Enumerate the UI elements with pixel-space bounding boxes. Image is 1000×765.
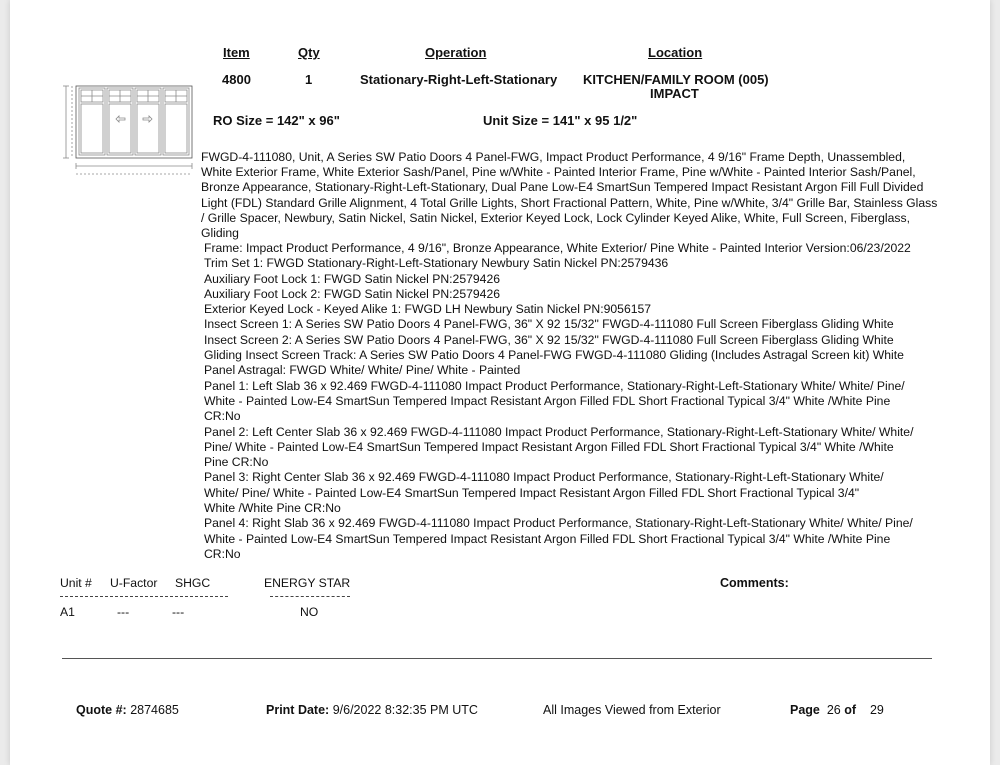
panel-line: Pine CR:No bbox=[204, 455, 269, 470]
quote-value: 2874685 bbox=[130, 703, 179, 717]
component-line: Panel Astragal: FWGD White/ White/ Pine/ White - Painted bbox=[204, 363, 521, 378]
component-line: Insect Screen 1: A Series SW Patio Doors 4 Panel-FWG, 36" X 92 15/32" FWGD-4-111080 Full Screen Fiberglass Gliding White bbox=[204, 317, 894, 332]
unit-size: Unit Size = 141" x 95 1/2" bbox=[483, 113, 638, 128]
print-date-value: 9/6/2022 8:32:35 PM UTC bbox=[332, 703, 478, 717]
qty-value: 1 bbox=[305, 72, 313, 87]
item-header: Item bbox=[223, 45, 250, 60]
panel-line: Panel 4: Right Slab 36 x 92.469 FWGD-4-111080 Impact Product Performance, Stationary-Right-Left-Stationary White/ White/ Pine/ bbox=[204, 516, 913, 531]
component-line: Auxiliary Foot Lock 2: FWGD Satin Nickel PN:2579426 bbox=[204, 286, 501, 301]
operation-value: Stationary-Right-Left-Stationary bbox=[360, 72, 558, 87]
energy-star-value: NO bbox=[300, 605, 319, 619]
component-line: Gliding Insect Screen Track: A Series SW Patio Doors 4 Panel-FWG FWGD-4-111080 Gliding (Includes Astragal Screen kit) White bbox=[204, 348, 904, 363]
comments-header: Comments: bbox=[720, 576, 789, 590]
panel-4-spec bbox=[204, 516, 942, 562]
item-value: 4800 bbox=[222, 72, 251, 87]
footer-divider bbox=[62, 658, 932, 659]
panel-line: CR:No bbox=[204, 409, 241, 424]
header-underline bbox=[270, 596, 350, 597]
component-line: Auxiliary Foot Lock 1: FWGD Satin Nickel PN:2579426 bbox=[204, 271, 501, 286]
page-total: 29 bbox=[869, 703, 884, 717]
panel-line: White /White Pine CR:No bbox=[204, 501, 341, 516]
panel-3-spec bbox=[204, 470, 942, 516]
header-underline bbox=[60, 596, 228, 597]
quote-number bbox=[76, 703, 179, 717]
panel-line: Pine/ White - Painted Low-E4 SmartSun Tempered Impact Resistant Argon Filled FDL Short Fractional Typical 3/4" White /White bbox=[204, 439, 894, 454]
component-list bbox=[204, 241, 942, 562]
ufactor-value: --- bbox=[117, 605, 130, 619]
location-header: Location bbox=[648, 45, 703, 60]
unit-description: FWGD-4-111080, Unit, A Series SW Patio Doors 4 Panel-FWG, Impact Product Performance, 4 9/16" Frame Depth, Unassembled, White Exterior Frame, White Exterior Sash/Panel, Pine w/White - Painted Interior Frame, Pine w/White - Painted Interior Sash/Panel, Bronze Appearance, Stationary-Right-Left-Stationary, Dual Pane Low-E4 SmartSun Tempered Impact Resistant Argon Fill Full Divided Light (FDL) Standard Grille Alignment, 4 Total Grille Lights, Short Fractional Pattern, White, Pine w/White, 3/4" Grille Bar, Stainless Glass / Grille Spacer, Newbury, Satin Nickel, Satin Nickel, Exterior Keyed Lock, Lock Cylinder Keyed Alike, White, Full Screen, Fiberglass, Gliding bbox=[201, 150, 938, 241]
quote-page bbox=[10, 0, 990, 765]
images-note: All Images Viewed from Exterior bbox=[543, 703, 721, 717]
quote-label: Quote #: bbox=[76, 703, 127, 717]
location-value: KITCHEN/FAMILY ROOM (005) bbox=[583, 72, 769, 87]
panel-1-spec bbox=[204, 379, 942, 425]
panel-2-spec bbox=[204, 425, 942, 471]
shgc-value: --- bbox=[172, 605, 185, 619]
panel-line: Panel 2: Left Center Slab 36 x 92.469 FWGD-4-111080 Impact Product Performance, Stationary-Right-Left-Stationary White/ White/ bbox=[204, 424, 914, 439]
panel-line: CR:No bbox=[204, 546, 241, 561]
component-line: Insect Screen 2: A Series SW Patio Doors 4 Panel-FWG, 36" X 92 15/32" FWGD-4-111080 Full Screen Fiberglass Gliding White bbox=[204, 332, 894, 347]
shgc-header: SHGC bbox=[175, 576, 211, 590]
component-line: Exterior Keyed Lock - Keyed Alike 1: FWGD LH Newbury Satin Nickel PN:9056157 bbox=[204, 302, 652, 317]
operation-header: Operation bbox=[425, 45, 487, 60]
panel-line: Panel 1: Left Slab 36 x 92.469 FWGD-4-111080 Impact Product Performance, Stationary-Right-Left-Stationary White/ White/ Pine/ bbox=[204, 378, 905, 393]
component-line: Trim Set 1: FWGD Stationary-Right-Left-Stationary Newbury Satin Nickel PN:2579436 bbox=[204, 256, 669, 271]
panel-line: White - Painted Low-E4 SmartSun Tempered Impact Resistant Argon Filled FDL Short Fractional Typical 3/4" White /White Pine bbox=[204, 393, 891, 408]
page-label: Page bbox=[790, 703, 820, 717]
panel-line: White - Painted Low-E4 SmartSun Tempered Impact Resistant Argon Filled FDL Short Fractional Typical 3/4" White /White Pine bbox=[204, 531, 891, 546]
print-date-label: Print Date: bbox=[266, 703, 330, 717]
door-elevation-drawing bbox=[62, 78, 202, 180]
qty-header: Qty bbox=[298, 45, 320, 60]
energy-star-header: ENERGY STAR bbox=[264, 576, 351, 590]
component-line: Frame: Impact Product Performance, 4 9/16", Bronze Appearance, White Exterior/ Pine White - Painted Interior Version:06/23/2022 bbox=[204, 241, 911, 255]
panel-line: White/ Pine/ White - Painted Low-E4 SmartSun Tempered Impact Resistant Argon Filled FDL Short Fractional Typical 3/4" bbox=[204, 485, 860, 500]
unit-number-header: Unit # bbox=[60, 576, 92, 590]
ro-size: RO Size = 142" x 96" bbox=[213, 113, 340, 128]
of-label: of bbox=[844, 703, 857, 717]
page-current: 26 bbox=[826, 703, 841, 717]
unit-number-value: A1 bbox=[60, 605, 75, 619]
print-date bbox=[266, 703, 478, 717]
page-number bbox=[790, 703, 884, 717]
location-value-line2: IMPACT bbox=[650, 86, 699, 101]
panel-line: Panel 3: Right Center Slab 36 x 92.469 FWGD-4-111080 Impact Product Performance, Stationary-Right-Left-Stationary White/ bbox=[204, 470, 884, 485]
ufactor-header: U-Factor bbox=[110, 576, 158, 590]
